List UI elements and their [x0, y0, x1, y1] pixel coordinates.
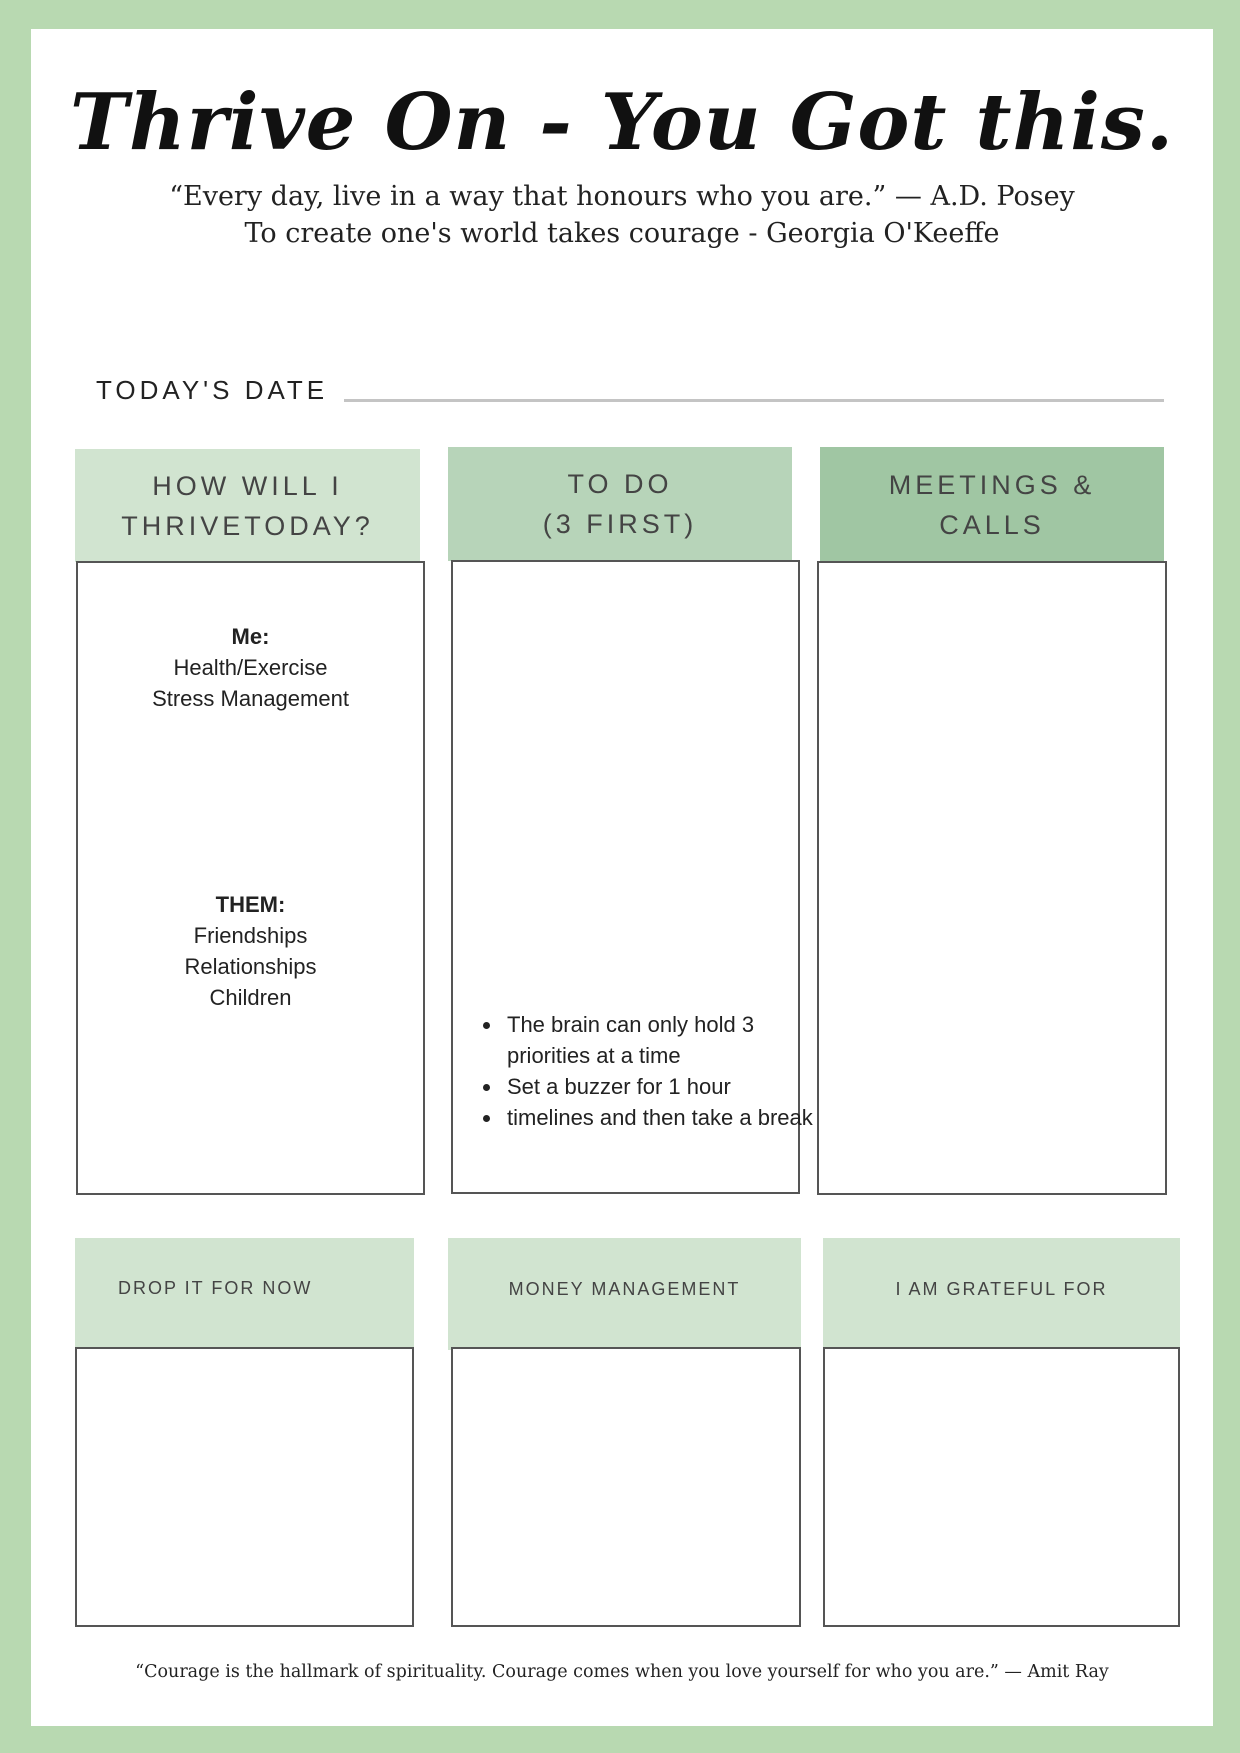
grateful-header: I AM GRATEFUL FOR [823, 1238, 1180, 1348]
drop-box[interactable] [75, 1347, 414, 1627]
date-label: TODAY'S DATE [96, 375, 329, 405]
me-item: Stress Management [152, 686, 349, 711]
them-item: Children [209, 985, 292, 1010]
quote-line-2: To create one's world takes courage - Georgia O'Keeffe [244, 218, 1000, 249]
thrive-box[interactable] [76, 561, 425, 1195]
quote-line-1: “Every day, live in a way that honours who you are.” — A.D. Posey [169, 181, 1075, 212]
todo-tips-list [475, 1009, 813, 1133]
me-group [78, 621, 423, 714]
todo-tip: • Set a buzzer for 1 hour [503, 1071, 813, 1102]
money-header: MONEY MANAGEMENT [448, 1238, 801, 1350]
todo-tip: • The brain can only hold 3 priorities at a time [503, 1009, 813, 1071]
me-item: Health/Exercise [173, 655, 328, 680]
todo-header: TO DO (3 FIRST) [448, 447, 792, 561]
todo-tip: • timelines and then take a break [503, 1102, 813, 1133]
me-heading: Me: [231, 624, 270, 649]
page-title: Thrive On - You Got this. [70, 77, 1174, 168]
them-group [78, 889, 423, 1013]
them-heading: THEM: [215, 892, 286, 917]
grateful-box[interactable] [823, 1347, 1180, 1627]
thrive-header: HOW WILL I THRIVETODAY? [75, 449, 420, 562]
them-item: Friendships [193, 923, 308, 948]
drop-header: DROP IT FOR NOW [75, 1238, 414, 1348]
them-item: Relationships [184, 954, 317, 979]
todo-box[interactable] [451, 560, 813, 1194]
money-box[interactable] [451, 1347, 801, 1627]
date-input-line[interactable] [344, 399, 1164, 402]
meetings-header: MEETINGS & CALLS [820, 447, 1164, 562]
planner-page [31, 29, 1213, 1726]
footer-quote: “Courage is the hallmark of spirituality. Courage comes when you love yourself for who you are.” — Amit Ray [135, 1662, 1109, 1682]
meetings-box[interactable] [817, 561, 1167, 1195]
